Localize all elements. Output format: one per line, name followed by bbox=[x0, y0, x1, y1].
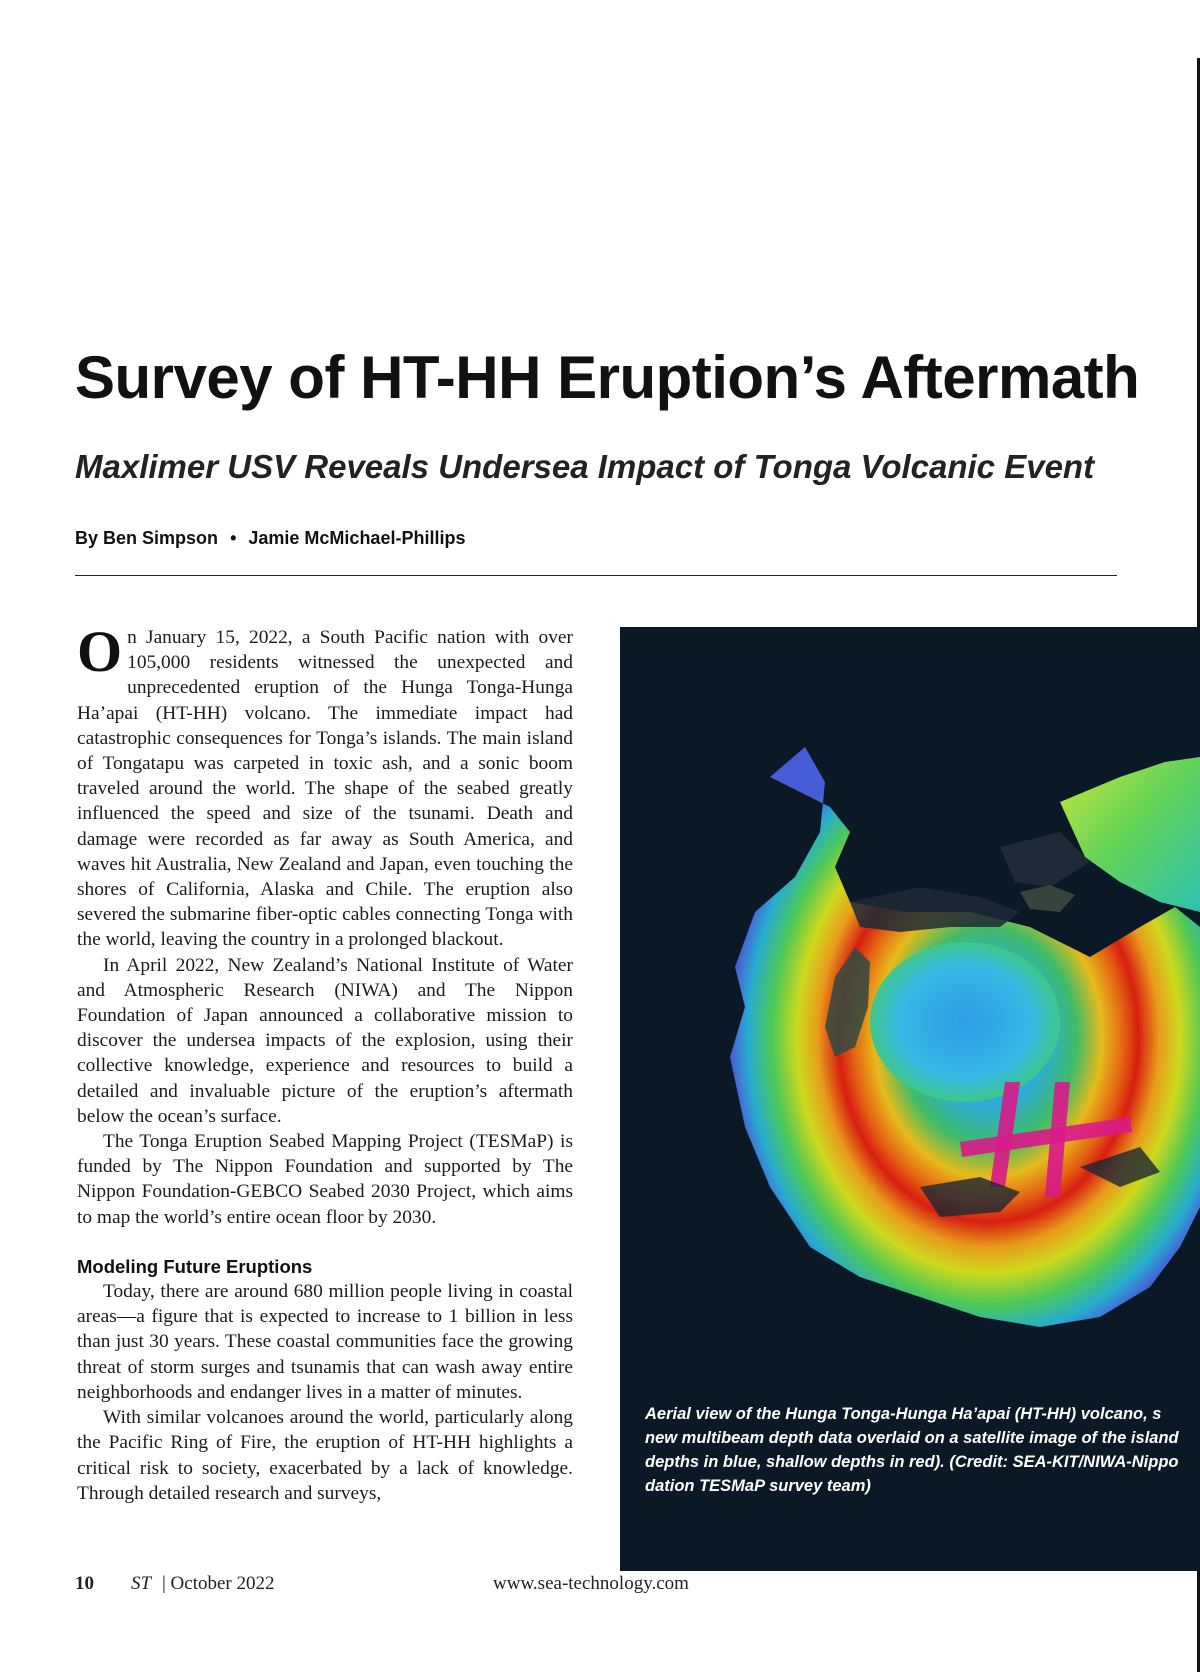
byline-prefix: By bbox=[75, 528, 99, 548]
article-body bbox=[77, 619, 573, 1506]
byline bbox=[75, 528, 465, 549]
paragraph-1-text: n January 15, 2022, a South Pacific nation with over 105,000 residents witnessed the unexpected and unprecedented eruption of the Hunga Tonga-Hunga Ha’apai (HT-HH) volcano. The immediate impact had catastrophic consequences for Tonga’s islands. The main island of Tongatapu was carpeted in toxic ash, and a sonic boom traveled around the world. The shape of the seabed greatly influenced the speed and size of the tsunami. Death and damage were recorded as far away as South America, and waves hit Australia, New Zealand and Japan, even touching the shores of California, Alaska and Chile. The eruption also severed the submarine fiber-optic cables connecting Tonga with the world, leaving the country in a prolonged blackout. bbox=[77, 627, 573, 951]
paragraph-1 bbox=[77, 619, 573, 953]
caption-line-1: Aerial view of the Hunga Tonga-Hunga Ha’apai (HT-HH) volcano, s bbox=[645, 1405, 1162, 1423]
magazine-name: ST bbox=[131, 1573, 152, 1594]
page-footer bbox=[75, 1573, 1075, 1603]
caption-line-3: depths in blue, shallow depths in red). (Credit: SEA-KIT/NIWA-Nippo bbox=[645, 1453, 1179, 1471]
caption-line-2: new multibeam depth data overlaid on a satellite image of the island bbox=[645, 1429, 1179, 1447]
paragraph-2: In April 2022, New Zealand’s National Institute of Water and Atmospheric Research (NIWA) and The Nippon Foundation of Japan announced a collaborative mission to discover the undersea impacts of the explosion, using their collective knowledge, experience and resources to build a detailed and invaluable picture of the eruption’s aftermath below the ocean’s surface. bbox=[77, 954, 573, 1127]
issue-date: | October 2022 bbox=[162, 1573, 275, 1594]
caption-line-4: dation TESMaP survey team) bbox=[645, 1477, 871, 1495]
page-number: 10 bbox=[75, 1573, 94, 1594]
website-link[interactable]: www.sea-technology.com bbox=[493, 1573, 689, 1594]
byline-separator: • bbox=[230, 528, 237, 548]
header-divider bbox=[75, 575, 1117, 576]
paragraph-4: Today, there are around 680 million people living in coastal areas—a figure that is expected to increase to 1 billion in less than just 30 years. These coastal communities face the growing threat of storm surges and tsunamis that can wash away entire neighborhoods and endanger lives in a matter of minutes. bbox=[77, 1281, 573, 1403]
paragraph-5: With similar volcanoes around the world, particularly along the Pacific Ring of Fire, the eruption of HT-HH highlights a critical risk to society, exacerbated by a lack of knowledge. Through detailed research and surveys, bbox=[77, 1407, 573, 1504]
figure-caption bbox=[645, 1402, 1200, 1498]
article-subtitle: Maxlimer USV Reveals Undersea Impact of Tonga Volcanic Event bbox=[75, 448, 1095, 485]
section-heading: Modeling Future Eruptions bbox=[77, 1255, 313, 1277]
paragraph-3: The Tonga Eruption Seabed Mapping Project (TESMaP) is funded by The Nippon Foundation and supported by The Nippon Foundation-GEBCO Seabed 2030 Project, which aims to map the world’s entire ocean floor by 2030. bbox=[77, 1131, 573, 1228]
bathymetry-figure bbox=[620, 627, 1200, 1571]
author-2: Jamie McMichael-Phillips bbox=[248, 528, 466, 548]
drop-cap: O bbox=[77, 619, 123, 684]
author-1: Ben Simpson bbox=[103, 528, 219, 548]
article-title: Survey of HT-HH Eruption’s Aftermath bbox=[75, 344, 1140, 411]
